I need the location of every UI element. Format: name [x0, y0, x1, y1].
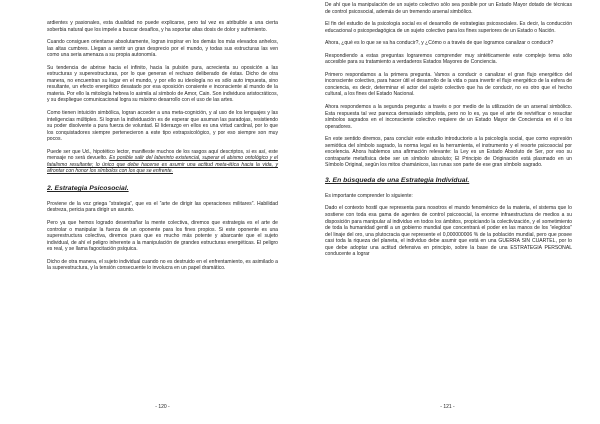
left-paragraph-8: Dicho de otra manera, el sujeto individual cuando no es destruido en el enfrentamiento, es asimilado a la superestructura, y la tensión consecuente lo involucra en un papel dramático.	[47, 258, 278, 272]
left-paragraph-1: ardientes y pasionales, esta dualidad no puede explicarse, pero tal vez es atribuible a una cierta soberbia natural que los impele a buscar desafíos, y ha soportar altas dosis de dolor y sufrimiento.	[47, 20, 278, 33]
left-paragraph-7: Pero ya que hemos logrado desentrañar la mente colectiva, diremos que estrategia es el arte de controlar o manipular la fuerza de un oponente para los fines propios. Si este oponente es una superestructura colectiva, diremos pues que es mucho más potente y abarcante que el sujeto individual, de ahí el peligro inherente a la manipulación de grandes estructuras energéticas. El peligro es real, y se llama fagocitación psíquica.	[47, 220, 278, 253]
left-paragraph-5	[47, 149, 278, 175]
left-paragraph-5-text: Puede ser que Ud., hipotético lector, manifieste muchos de los rasgos aquí descriptos, si es así, este mensaje no será devuelto.	[47, 148, 278, 162]
right-paragraph-3: Ahora, ¿qué es lo que se va ha conducir?, y ¿Cómo o a través de que logramos canalizar o conducir?	[325, 40, 554, 47]
left-paragraph-6: Proviene de la voz griega “strategia”, que es el “arte de dirigir las operaciones militares”. Habilidad destreza, pericia para dirigir un asunto.	[47, 200, 278, 214]
page-number-right: - 121 -	[440, 404, 455, 410]
right-paragraph-8: Es importante comprender lo siguiente:	[325, 192, 413, 199]
right-paragraph-6: Ahora respondemos a la segunda pregunta: a través o por medio de la utilización de un arsenal simbólico. Esta respuesta tal vez parezca demasiado simplista, pero no lo es, ya que el arte de revivificar o resucitar símbolos sagrados en el inconsciente colectivo requiere de un Estado Mayor de Conciencia en él o los operadores.	[325, 104, 572, 130]
left-paragraph-5-emphasis: Es posible salir del laberinto existencial, superar el abismo ontológico y el fatalismo resultante; lo único que debe hacerse es asumir una actitud meta-ética hacia la vida, y afrontar con honor los símbolos con los que se enfrente.	[47, 155, 278, 175]
right-paragraph-5: Primero respondamos a la primera pregunta. Vamos a conducir o canalizar el gran flujo energético del inconsciente colectivo, para hacer útil el desarrollo de la vida o para invertir el flujo energético de la esfera de conciencia, es decir, determinar el actor del sujeto colectivo que ha de conducir, no es otro que el hecho cultural, a los fines del Estado Nacional.	[325, 71, 572, 98]
left-paragraph-4: Como tienen intuición simbólica, logran acceder a una meta-cognición, y al uso de los lenguajes y las inteligencias múltiples. Si logran la individuación es de esperar que asuman las paradojas, resistiendo su poder disolvente a pura fuerza de voluntad. El liderazgo en ellos es una virtud cardinal, por lo que los conquistadores siempre pertenecieron a este tipo extrapsicológico, y por eso siempre son muy pocos.	[47, 110, 278, 143]
right-paragraph-1: De ahí que la manipulación de un sujeto colectivo sólo sea posible por un Estado Mayor dotado de técnicas de control psicosocial, además de un tremendo arsenal simbólico.	[325, 2, 572, 15]
left-paragraph-3: Su tendencia de abrirse hacia el infinito, hacia la pulsión pura, acrecienta su oposición a las estructuras y superestructuras, por lo que generan el rechazo deliberado de éstas. Dicho de otra manera, no encuentran su lugar en el mundo, y por ello su ideología no es sólo auto impuesta, sino resultante, un efecto energético desatado por esa oposición consiente e inconsciente al mundo de la materia. Por ello la mitología hebrea lo asimila al símbolo de Amor, Cain. Son individuos aristocráticos, y su despliegue comunicacional logra su máximo desarrollo con el uso de las artes.	[47, 64, 278, 104]
right-paragraph-2: El fin del estudio de la psicología social es el desarrollo de estrategias psicosociales. Es decir, la conducción educacional o psicopedagógica de un sujeto colectivo para los fines superiores de un Estado o Nación.	[325, 21, 572, 34]
section-heading-3: 3. En búsqueda de una Estrategia Individual.	[325, 176, 470, 184]
right-paragraph-4: Respondiendo a estas preguntas lograremos comprender muy sintéticamente este complejo tema sólo accesible para su tratamiento a verdaderos Estados Mayores de Conciencia.	[325, 52, 572, 66]
right-paragraph-7: En este sentido diremos, para concluir este estudio introductorio a la psicología social, que como expresión semiótica del símbolo sagrado, la norma legal es la herramienta, el instrumento y el resorte psicosocial por excelencia. Ahora hablemos una afirmación relevante: la Ley es un Estado Absoluto de Ser, por eso su contraparte metafísica debe ser un símbolo absoluto; El Principio de Originación está plasmado en un Símbolo Original, según los mitos chamánicos, las runas son parte de ese gran símbolo sagrado.	[325, 136, 572, 169]
section-heading-2: 2. Estrategia Psicosocial.	[47, 184, 129, 192]
right-page	[300, 0, 600, 424]
page-number-left: - 120 -	[155, 404, 170, 410]
right-paragraph-9: Dado el contexto hostil que representa para nosotros el mundo fenoménico de la materia, el sistema que lo sostiene con toda esa gama de agentes de control psicosocial, la enorme infraestructura de medios a su disposición para manipular al individuo en todos los ámbitos, propiciando la colectivización, y el sometimiento de toda la humanidad gentil a un gobierno mundial que concentrará el poder en las manos de los “elegidos” del linaje del oro, una plutocracia que represente el 0,000000006 % de la población mundial, pero que posee casi toda la riqueza del planeta, el individuo debe asumir que está en una GUERRA SIN CUARTEL, por lo que debe adoptar una actitud defensiva en principio, sobre la base de una ESTRATEGIA PERSONAL conducente a lograr	[325, 205, 572, 258]
left-paragraph-2: Cuando consiguen orientarse absolutamente, logran inspirar en los demás los más elevados anhelos, las altas cumbres. Llegan a sentir un gran desprecio por el mundo, y todas sus estructuras las ven como una seria amenaza a su propia autonomía.	[47, 39, 278, 59]
